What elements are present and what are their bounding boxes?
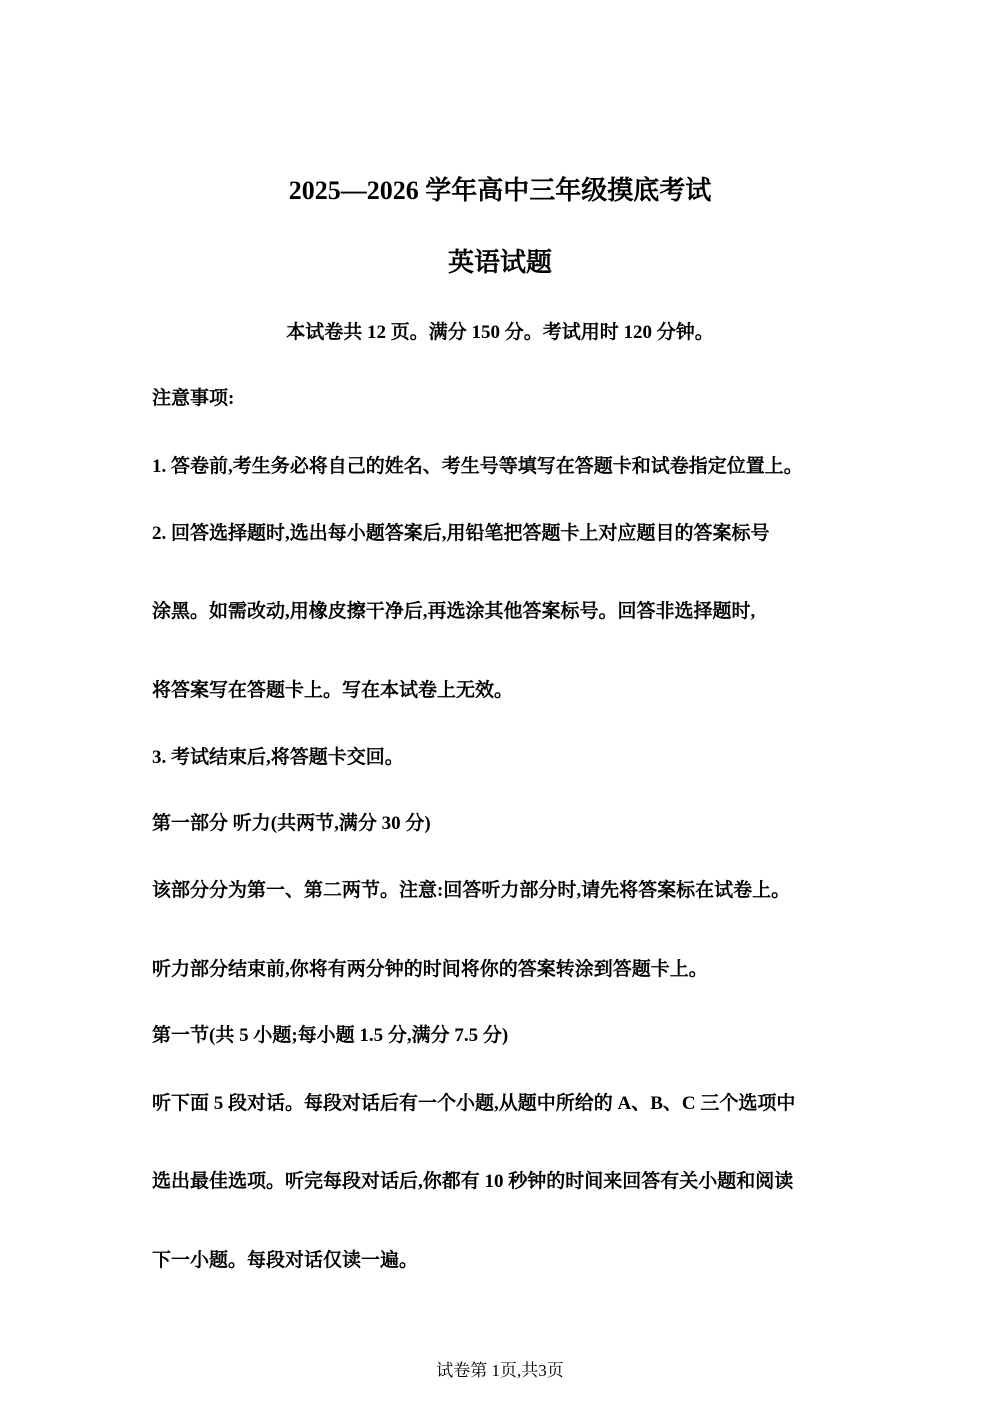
notice-item-2-line-2: 涂黑。如需改动,用橡皮擦干净后,再选涂其他答案标号。回答非选择题时,: [152, 601, 756, 622]
part1-desc-line-1: 该部分分为第一、第二两节。注意:回答听力部分时,请先将答案标在试卷上。: [152, 880, 791, 901]
notice-item-1: 1. 答卷前,考生务必将自己的姓名、考生号等填写在答题卡和试卷指定位置上。: [152, 456, 803, 477]
notice-item-2-line-1: 2. 回答选择题时,选出每小题答案后,用铅笔把答题卡上对应题目的答案标号: [152, 523, 770, 544]
page-footer: 试卷第 1页,共3页: [436, 1361, 564, 1380]
exam-info: 本试卷共 12 页。满分 150 分。考试用时 120 分钟。: [286, 322, 714, 343]
section1-line-1: 听下面 5 段对话。每段对话后有一个小题,从题中所给的 A、B、C 三个选项中: [152, 1093, 796, 1114]
section1-line-3: 下一小题。每段对话仅读一遍。: [152, 1250, 419, 1271]
part1-heading: 第一部分 听力(共两节,满分 30 分): [152, 813, 431, 834]
notice-item-3: 3. 考试结束后,将答题卡交回。: [152, 747, 404, 768]
section1-line-2: 选出最佳选项。听完每段对话后,你都有 10 秒钟的时间来回答有关小题和阅读: [152, 1171, 794, 1192]
part1-desc-line-2: 听力部分结束前,你将有两分钟的时间将你的答案转涂到答题卡上。: [152, 959, 708, 980]
notice-item-2-line-3: 将答案写在答题卡上。写在本试卷上无效。: [152, 680, 514, 701]
exam-title: 2025—2026 学年高中三年级摸底考试: [288, 176, 712, 205]
exam-subject: 英语试题: [447, 248, 552, 277]
notice-heading: 注意事项:: [152, 388, 235, 409]
section1-heading: 第一节(共 5 小题;每小题 1.5 分,满分 7.5 分): [152, 1025, 509, 1046]
